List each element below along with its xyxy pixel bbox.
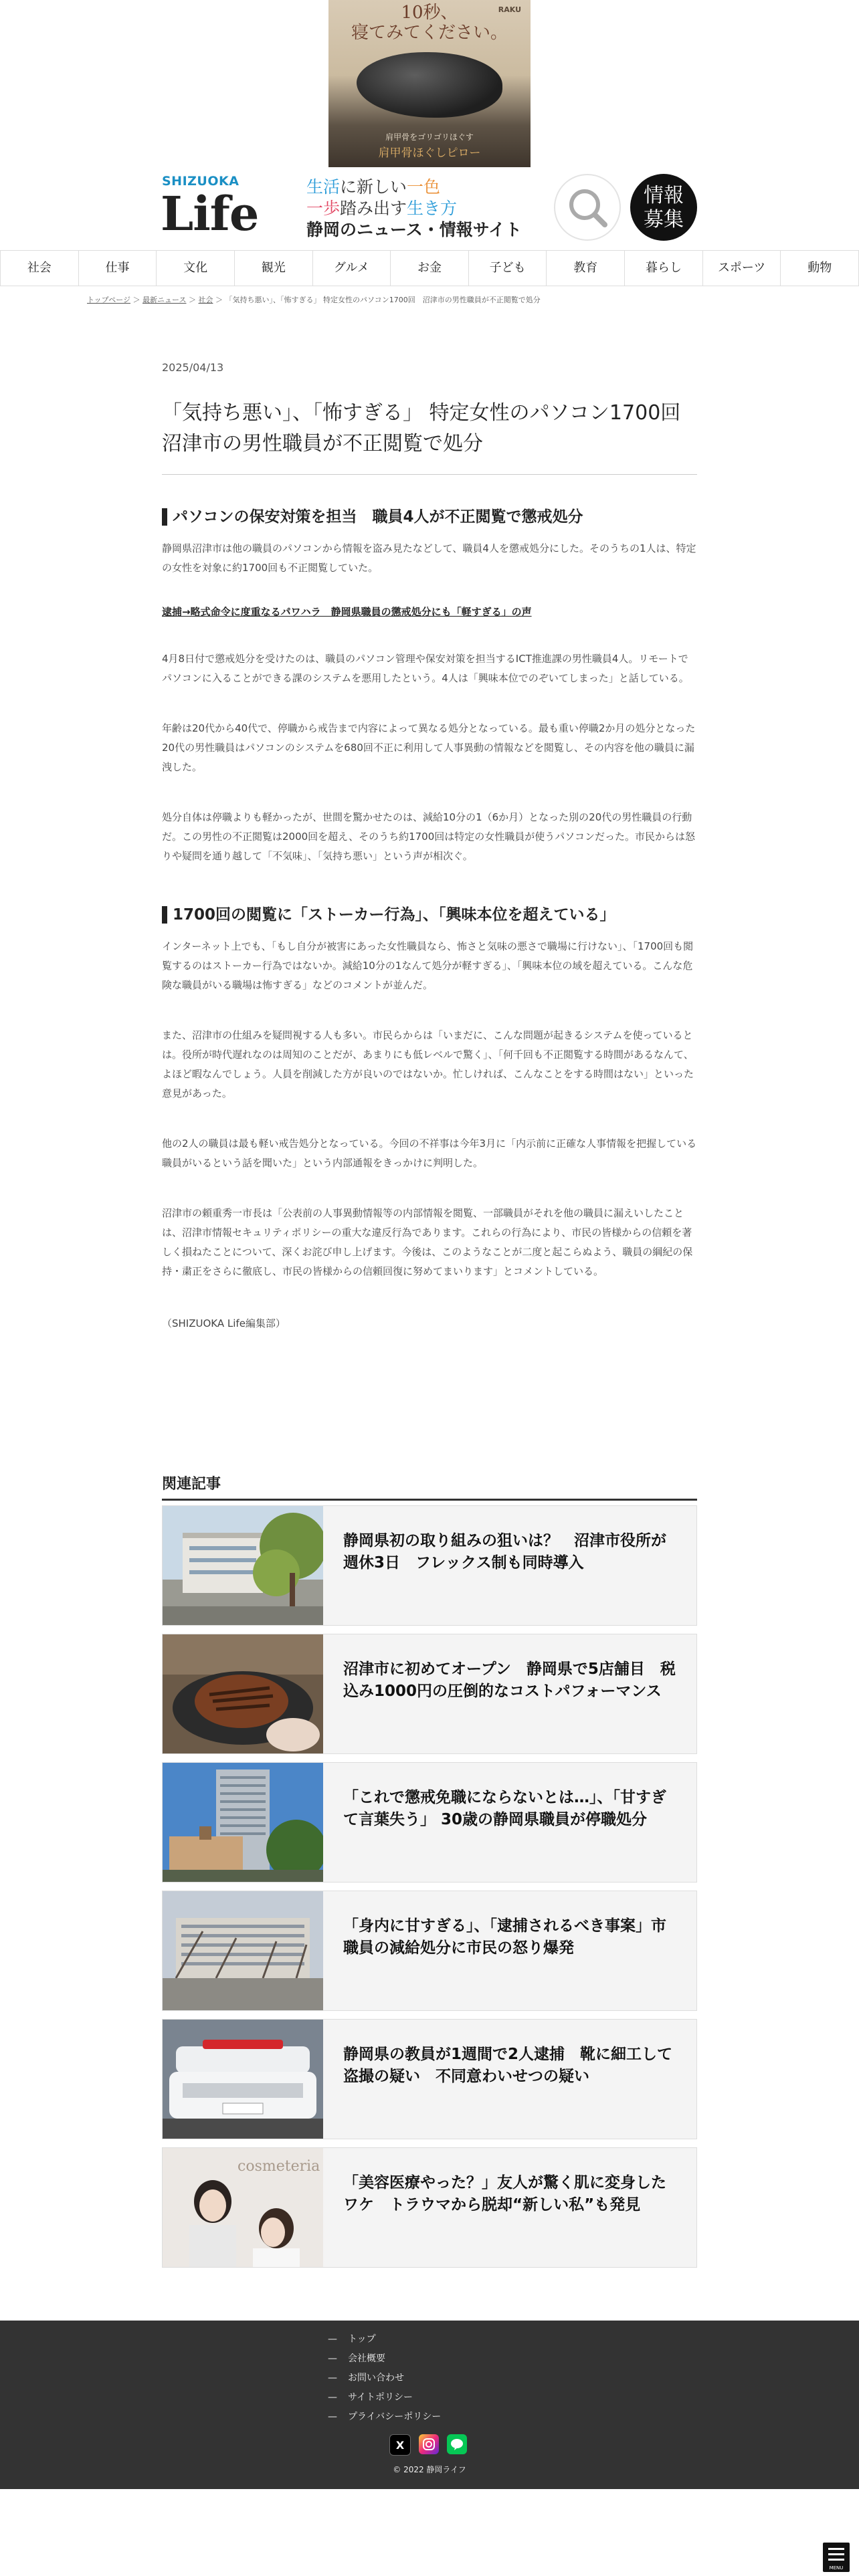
thumbnail-beauty-clinic (163, 2148, 323, 2267)
thumbnail-hamburg-steak (163, 1634, 323, 1753)
thumb-sign-text: cosmeteria (237, 2158, 320, 2175)
tagline-line2: 一歩踏み出す生き方 (306, 199, 458, 218)
ad-caption: 肩甲骨をゴリゴリほぐす (385, 132, 474, 142)
related-card-title: 静岡県の教員が1週間で2人逮捕 靴に細工して盗撮の疑い 不同意わいせつの疑い (343, 2046, 673, 2085)
x-icon[interactable]: X (389, 2434, 411, 2456)
menu-label: MENU (829, 2565, 844, 2571)
site-header (0, 167, 859, 249)
related-card[interactable] (162, 1762, 697, 1883)
tagline-line3: 静岡のニュース・情報サイト (306, 220, 522, 239)
footer-link-contact[interactable]: — お問い合わせ (328, 2373, 404, 2383)
article (162, 361, 701, 1330)
breadcrumb-latest[interactable]: 最新ニュース (142, 296, 187, 304)
social-links (389, 2434, 467, 2456)
nav-item-culture[interactable]: 文化 (157, 251, 235, 286)
nav-item-education[interactable]: 教育 (547, 251, 625, 286)
article-date: 2025/04/13 (162, 361, 224, 374)
related-card[interactable] (162, 1891, 697, 2011)
paragraph: 他の2人の職員は最も軽い戒告処分となっている。今回の不祥事は今年3月に「内示前に正確な人事情報を把握している職員がいるという話を聞いた」という内部通報をきっかけに判明した。 (162, 1138, 697, 1169)
article-title: 「気持ち悪い」、「怖すぎる」 特定女性のパソコン1700回 沼津市の男性職員が不正閲覧で処分 (162, 398, 697, 475)
line-icon[interactable] (447, 2434, 467, 2454)
related-card-title: 沼津市に初めてオープン 静岡県で5店舗目 税込み1000円の圧倒的なコストパフォーマンス (343, 1660, 676, 1700)
nav-item-gourmet[interactable]: グルメ (313, 251, 391, 286)
category-nav (0, 250, 859, 286)
breadcrumb-top[interactable]: トップページ (87, 296, 131, 304)
related-card-title: 静岡県初の取り組みの狙いは？ 沼津市役所が週休3日 フレックス制も同時導入 (343, 1532, 666, 1572)
footer-link-privacy[interactable]: — プライバシーポリシー (328, 2411, 442, 2422)
paragraph: 4月8日付で懲戒処分を受けたのは、職員のパソコン管理や保安対策を担当するICT推進課の男性職員4人。リモートでパソコンに入ることができる課のシステムを悪用したという。4人は「興味本位でのぞいてしまった」と話している。 (162, 653, 689, 684)
tagline-line1: 生活に新しい一色 (306, 177, 441, 197)
ad-product-name: 肩甲骨ほぐしピロー (378, 146, 481, 160)
nav-item-tourism[interactable]: 観光 (235, 251, 313, 286)
site-footer (0, 2321, 859, 2489)
section-heading: 1700回の閲覧に「ストーカー行為」、「興味本位を超えている」 (162, 906, 697, 924)
related-card[interactable] (162, 2019, 697, 2139)
paragraph: インターネット上でも、「もし自分が被害にあった女性職員なら、怖さと気味の悪さで職場に行けない」、「1700回も閲覧するのはストーカー行為ではないか。減給10分の1なんて処分が軽すぎる」、「興味本位の域を超えている。こんな危険な職員がいる職場は怖すぎる」などのコメントが並んだ。 (162, 940, 694, 991)
footer-link-company[interactable]: — 会社概要 (328, 2353, 385, 2364)
nav-item-work[interactable]: 仕事 (79, 251, 157, 286)
thumbnail-police-car (163, 2020, 323, 2139)
paragraph: 静岡県沼津市は他の職員のパソコンから情報を盗み見たなどして、職員4人を懲戒処分にした。そのうちの1人は、特定の女性を対象に約1700回も不正閲覧していた。 (162, 542, 696, 574)
nav-item-kids[interactable]: 子ども (469, 251, 547, 286)
breadcrumb: トップページ ＞ 最新ニュース ＞ 社会 ＞ 「気持ち悪い」、「怖すぎる」 特定女性のパソコン1700回 沼津市の男性職員が不正閲覧で処分 (87, 296, 541, 304)
copyright: © 2022 静岡ライフ (393, 2465, 466, 2474)
related-card-title: 「身内に甘すぎる」、「逮捕されるべき事案」市職員の減給処分に市民の怒り爆発 (343, 1917, 666, 1957)
ad-brand: RAKU (498, 5, 521, 14)
logo[interactable]: Life (161, 186, 259, 241)
related-card-title: 「美容医療やった？」友人が驚く肌に変身したワケ トラウマから脱却“新しい私”も発見 (343, 2174, 666, 2214)
logo-small[interactable]: SHIZUOKA (162, 174, 240, 189)
paragraph: 処分自体は停職よりも軽かったが、世間を驚かせたのは、減給10分の1（6か月）となった別の20代の男性職員の行動だ。この男性の不正閲覧は2000回を超え、そのうち約1700回は特定の女性職員が使うパソコンだった。市民からは怒りや疑問を通り越して「不気味」、「気持ち悪い」という声が相次ぐ。 (162, 811, 695, 862)
related-card[interactable] (162, 1634, 697, 1754)
related-articles (162, 1473, 697, 2214)
ad-banner[interactable] (328, 0, 531, 167)
related-card-title: 「これで懲戒免職にならないとは…」、「甘すぎて言葉失う」 30歳の静岡県職員が停職処分 (343, 1789, 666, 1828)
thumbnail-numazu-city-hall (163, 1891, 323, 2010)
nav-item-society[interactable]: 社会 (0, 251, 79, 286)
section-heading: パソコンの保安対策を担当 職員4人が不正閲覧で懲戒処分 (162, 508, 697, 526)
ad-headline: 10秒、 寝てみてください。 (351, 3, 508, 43)
paragraph: また、沼津市の仕組みを疑問視する人も多い。市民らからは「いまだに、こんな問題が起きるシステムを使っているとは。役所が時代遅れなのは周知のことだが、あまりにも低レベルで驚く」、「何千回も不正閲覧する時間があるなんて、よほど暇なんでしょう。人員を削減した方が良いのではないか。忙しければ、こんなことをする時間はない」といった意見があった。 (162, 1029, 694, 1099)
footer-nav (328, 2330, 441, 2427)
nav-item-animals[interactable]: 動物 (781, 251, 859, 286)
paragraph: 年齢は20代から40代で、停職から戒告まで内容によって異なる処分となっている。最も重い停職2か月の処分となった20代の男性職員はパソコンのシステムを680回不正に利用して人事異動の情報などを閲覧し、その内容を他の職員に漏洩した。 (162, 722, 696, 773)
breadcrumb-category[interactable]: 社会 (198, 296, 213, 304)
related-card[interactable] (162, 2147, 697, 2268)
search-button[interactable] (554, 174, 621, 241)
nav-item-money[interactable]: お金 (391, 251, 469, 286)
thumbnail-city-hall (163, 1506, 323, 1625)
breadcrumb-current: 「気持ち悪い」、「怖すぎる」 特定女性のパソコン1700回 沼津市の男性職員が不正閲覧で処分 (225, 296, 541, 304)
footer-link-top[interactable]: — トップ (328, 2334, 376, 2345)
related-title: 関連記事 (162, 1473, 697, 1501)
thumbnail-prefectural-office (163, 1763, 323, 1882)
nav-item-living[interactable]: 暮らし (625, 251, 703, 286)
article-credit: （SHIZUOKA Life編集部） (162, 1317, 286, 1329)
info-submit-button[interactable]: 情報 募集 (630, 174, 697, 241)
instagram-icon[interactable] (419, 2434, 439, 2454)
nav-item-sports[interactable]: スポーツ (703, 251, 781, 286)
related-card[interactable] (162, 1505, 697, 1626)
paragraph: 沼津市の頼重秀一市長は「公表前の人事異動情報等の内部情報を閲覧、一部職員がそれを他の職員に漏えいしたことは、沼津市情報セキュリティポリシーの重大な違反行為であります。これらの行為により、市民の皆様からの信頼を著しく損ねたことについて、深くお詫び申し上げます。今後は、このようなことが二度と起こらぬよう、職員の綱紀の保持・粛正をさらに徹底し、市民の皆様からの信頼回復に努めてまいります」とコメントしている。 (162, 1207, 693, 1277)
ad-product-image (357, 52, 502, 118)
search-icon (565, 185, 611, 231)
inline-article-link[interactable]: 逮捕→略式命令に度重なるパワハラ 静岡県職員の懲戒処分にも「軽すぎる」の声 (162, 606, 532, 618)
menu-button[interactable] (823, 2543, 850, 2572)
footer-link-site-policy[interactable]: — サイトポリシー (328, 2392, 413, 2403)
